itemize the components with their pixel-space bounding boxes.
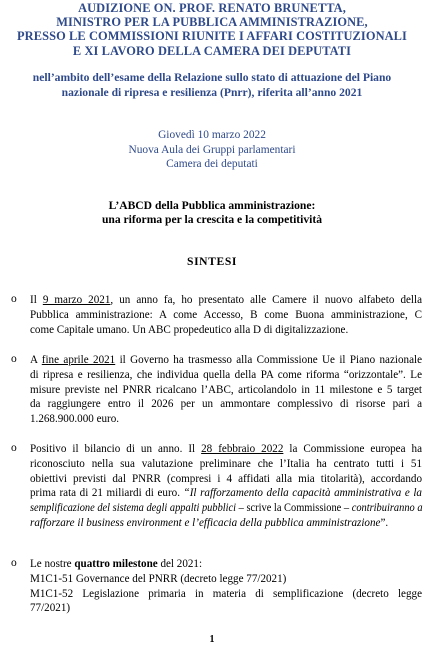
paragraph-line: misure previste nel PNRR ricalcano l’ABC, articolandolo in 11 milestone e 5 target — [30, 383, 422, 396]
paragraph-line — [30, 293, 422, 308]
text-run: A — [30, 354, 42, 366]
date-underlined: fine aprile 2021 — [41, 354, 116, 366]
text-run: – scrive la Commissione – — [236, 502, 352, 515]
paragraph-line: obiettivi previsti dal PNRR (compresi i 4 affidati alla mia titolarità), accordando — [30, 472, 422, 485]
quote-run: “Il rafforzamento della capacità amministrativa e la — [183, 487, 422, 500]
hearing-meta — [0, 128, 424, 172]
document-subject — [0, 199, 424, 228]
hearing-title-line: MINISTRO PER LA PUBBLICA AMMINISTRAZIONE, — [56, 15, 368, 30]
section-title: SINTESI — [187, 255, 237, 268]
paragraph-line: 1.268.900.000 euro. — [30, 413, 120, 426]
summary-paragraph-4 — [30, 557, 422, 616]
hearing-title-line: AUDIZIONE ON. PROF. RENATO BRUNETTA, — [78, 1, 346, 15]
text-run: Positivo il bilancio di un anno. Il — [30, 443, 202, 455]
text-run: Il — [30, 294, 43, 306]
summary-paragraph-2 — [30, 353, 422, 427]
milestone-item-continued: 77/2021) — [30, 602, 71, 615]
paragraph-line — [30, 486, 422, 501]
quote-run: contribuiranno a — [351, 502, 423, 515]
paragraph-line — [30, 557, 422, 572]
summary-paragraph-1 — [30, 293, 422, 337]
date-underlined: 28 febbraio 2022 — [201, 443, 284, 455]
text-run: ”. — [380, 516, 389, 529]
bullet-marker: o — [11, 293, 17, 305]
paragraph-line: da raggiungere entro il 2026 per un ammontare complessivo di risorse pari a — [30, 398, 422, 411]
text-run: , un anno fa, ho presentato alle Camere il nuovo alfabeto della — [110, 294, 423, 306]
text-run: la Commissione europea ha — [283, 443, 422, 455]
hearing-subtitle-line: nazionale di ripresa e resilienza (Pnrr), riferita all’anno 2021 — [61, 86, 363, 99]
summary-paragraph-3 — [30, 442, 422, 531]
hearing-title-line: PRESSO LE COMMISSIONI RIUNITE I AFFARI COSTITUZIONALI — [17, 29, 407, 44]
hearing-title-line: E XI LAVORO DELLA CAMERA DEI DEPUTATI — [72, 43, 352, 58]
hearing-venue: Nuova Aula dei Gruppi parlamentari — [128, 143, 296, 156]
paragraph-line — [30, 516, 422, 531]
milestone-item: M1C1-52 Legislazione primaria in materia di semplificazione (decreto legge — [30, 587, 422, 600]
text-run: del 2021: — [157, 558, 203, 570]
text-run: prima rata di 21 miliardi di euro. — [30, 487, 184, 500]
text-run: il Governo ha trasmesso alla Commissione Ue il Piano nazionale — [115, 354, 422, 366]
subject-line: una riforma per la crescita e la competitività — [101, 213, 323, 227]
text-run: Le nostre — [30, 558, 75, 570]
hearing-date: Giovedì 10 marzo 2022 — [158, 129, 266, 141]
paragraph-line: di ripresa e resilienza, che individua quella della PA come riforma “orizzontale”. Le — [30, 368, 422, 381]
subject-line: L’ABCD della Pubblica amministrazione: — [108, 199, 316, 212]
hearing-subtitle — [14, 70, 410, 100]
quote-run: rafforzare il business environment e l’efficacia della pubblica amministrazione — [30, 516, 381, 529]
hearing-subtitle-line: nell’ambito dell’esame della Relazione sullo stato di attuazione del Piano — [32, 71, 392, 84]
bullet-marker: o — [11, 557, 17, 569]
paragraph-line: come Capitale umano. Un ABC propedeutico alla D di digitalizzazione. — [30, 323, 349, 336]
page-number: 1 — [209, 634, 215, 645]
bullet-marker: o — [11, 442, 17, 454]
bullet-marker: o — [11, 353, 17, 365]
quote-run: semplificazione del sistema degli appalti pubblici — [30, 502, 237, 515]
milestone-item: M1C1-51 Governance del PNRR (decreto legge 77/2021) — [30, 572, 287, 585]
bold-run: quattro milestone — [74, 558, 158, 570]
paragraph-line — [30, 353, 422, 368]
paragraph-line — [30, 501, 423, 516]
paragraph-line: Pubblica amministrazione: A come Accesso, B come Buona amministrazione, C — [30, 308, 422, 321]
date-underlined: 9 marzo 2021 — [42, 294, 111, 306]
hearing-title — [0, 1, 424, 58]
paragraph-line — [30, 442, 422, 457]
paragraph-line: riconosciuto nella sua valutazione preliminare che l’Italia ha centrato tutti i 51 — [30, 457, 422, 470]
hearing-chamber: Camera dei deputati — [166, 158, 258, 171]
